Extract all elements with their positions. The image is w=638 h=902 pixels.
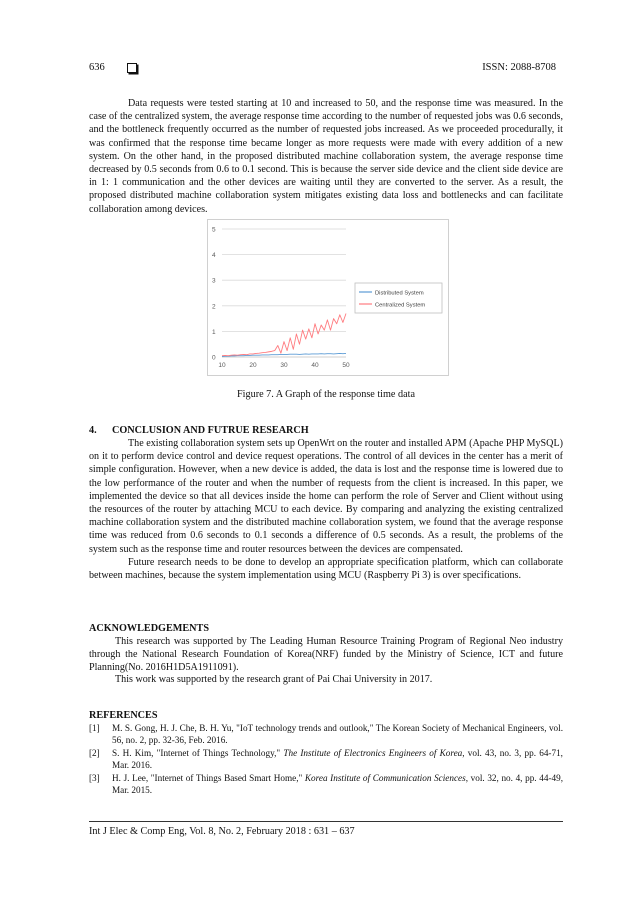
x-tick-label: 30 xyxy=(280,362,288,369)
series-line-centralized xyxy=(222,313,346,355)
section-title: CONCLUSION AND FUTRUE RESEARCH xyxy=(112,425,309,436)
x-tick-label: 50 xyxy=(342,362,350,369)
issn-label: ISSN: 2088-8708 xyxy=(482,62,556,73)
response-time-figure xyxy=(207,219,449,376)
page-header xyxy=(89,62,556,76)
conclusion-paragraph-1: The existing collaboration system sets up OpenWrt on the router and installed APM (Apache PHP MySQL) on it to perform device control and device request operations. The control of all devices in the center has a merit of simple configuration. However, when a new device is added, the data is lost and the response time is lowered due to the low performance of the router and when the number of requests from the client is increased. In this paper, we implemented the device so that all devices inside the home can perform the role of Server and Client without using the resources of the router by attaching MCU to each device. By comparing and analyzing the existing centralized machine collaboration system and the distributed machine collaboration system, we found that the average response time was reduced from 0.6 seconds to 0.1 seconds a difference of 0.5 seconds. As a result, the problems of the system such as the response time and router resources between the devices are compensated. xyxy=(89,438,563,555)
acknowledgements-paragraph-2: This work was supported by the research grant of Pai Chai University in 2017. xyxy=(115,674,433,685)
x-tick-label: 20 xyxy=(249,362,257,369)
reference-item: [2] S. H. Kim, "Internet of Things Technology," The Institute of Electronics Engineers of Korea, vol. 43, no. 3, pp. 64-71, Mar. 2016. xyxy=(89,747,563,771)
y-tick-label: 4 xyxy=(212,252,216,260)
x-tick-label: 10 xyxy=(218,362,226,369)
conclusion-paragraph-2: Future research needs to be done to develop an appropriate specification platform, which can collaborate between machines, because the system implementation using MCU (Raspberry Pi 3) is over specifications. xyxy=(89,557,563,582)
acknowledgements-heading: ACKNOWLEDGEMENTS xyxy=(89,623,210,634)
reference-list xyxy=(89,722,563,797)
reference-tag: [1] xyxy=(89,723,100,733)
response-time-chart xyxy=(208,220,448,375)
y-tick-label: 2 xyxy=(212,303,216,311)
x-tick-label: 40 xyxy=(311,362,319,369)
legend-label: Centralized System xyxy=(375,302,426,309)
references-heading: REFERENCES xyxy=(89,710,158,721)
intro-paragraph: Data requests were tested starting at 10 and increased to 50, and the response time was measured. In the case of the centralized system, the average response time according to the number of requested jobs was 0.6 seconds, and the bottleneck frequently occurred as the number of requested jobs increased. As we proceeded procedurally, it was confirmed that the response time became longer as more requests were made with every addition of a new system. On the other hand, in the proposed distributed machine collaboration system, the average response time decreased by 0.5 seconds from 0.6 to 0.1 second. This is because the server side device and the client side device are in 1: 1 communication and the other devices are waiting until they are converted to the server. As a result, the proposed distributed machine collaboration system mitigates existing data loss and bottlenecks and can facilitate collaboration among devices. xyxy=(89,98,563,215)
figure-caption: Figure 7. A Graph of the response time data xyxy=(237,389,415,400)
y-tick-label: 3 xyxy=(212,277,216,285)
reference-tag: [3] xyxy=(89,772,100,783)
reference-tag: [2] xyxy=(89,747,100,758)
legend-box xyxy=(355,283,442,313)
reference-item: [1] M. S. Gong, H. J. Che, B. H. Yu, "IoT technology trends and outlook," The Korean Society of Mechanical Engineers, vol. 56, no. 2, pp. 32-36, Feb. 2016. xyxy=(89,723,563,746)
y-tick-label: 1 xyxy=(212,328,216,336)
square-box-icon xyxy=(127,63,137,73)
footer-divider xyxy=(89,821,563,822)
legend-label: Distributed System xyxy=(375,290,424,297)
y-tick-label: 0 xyxy=(212,354,216,362)
acknowledgements-paragraph-1: This research was supported by The Leading Human Resource Training Program of Regional Neo industry through the National Research Foundation of Korea(NRF) funded by the Ministry of Science, ICT and future Planning(No. 2016H1D5A1911091). xyxy=(89,636,563,674)
section-heading-conclusion xyxy=(89,425,309,436)
section-number: 4. xyxy=(89,425,97,436)
reference-item: [3] H. J. Lee, "Internet of Things Based Smart Home," Korea Institute of Communication Sciences, vol. 32, no. 4, pp. 44-49, Mar. 2015. xyxy=(89,772,563,796)
page-footer: Int J Elec & Comp Eng, Vol. 8, No. 2, February 2018 : 631 – 637 xyxy=(89,826,355,837)
y-tick-label: 5 xyxy=(212,226,216,234)
page-number: 636 xyxy=(89,62,105,73)
